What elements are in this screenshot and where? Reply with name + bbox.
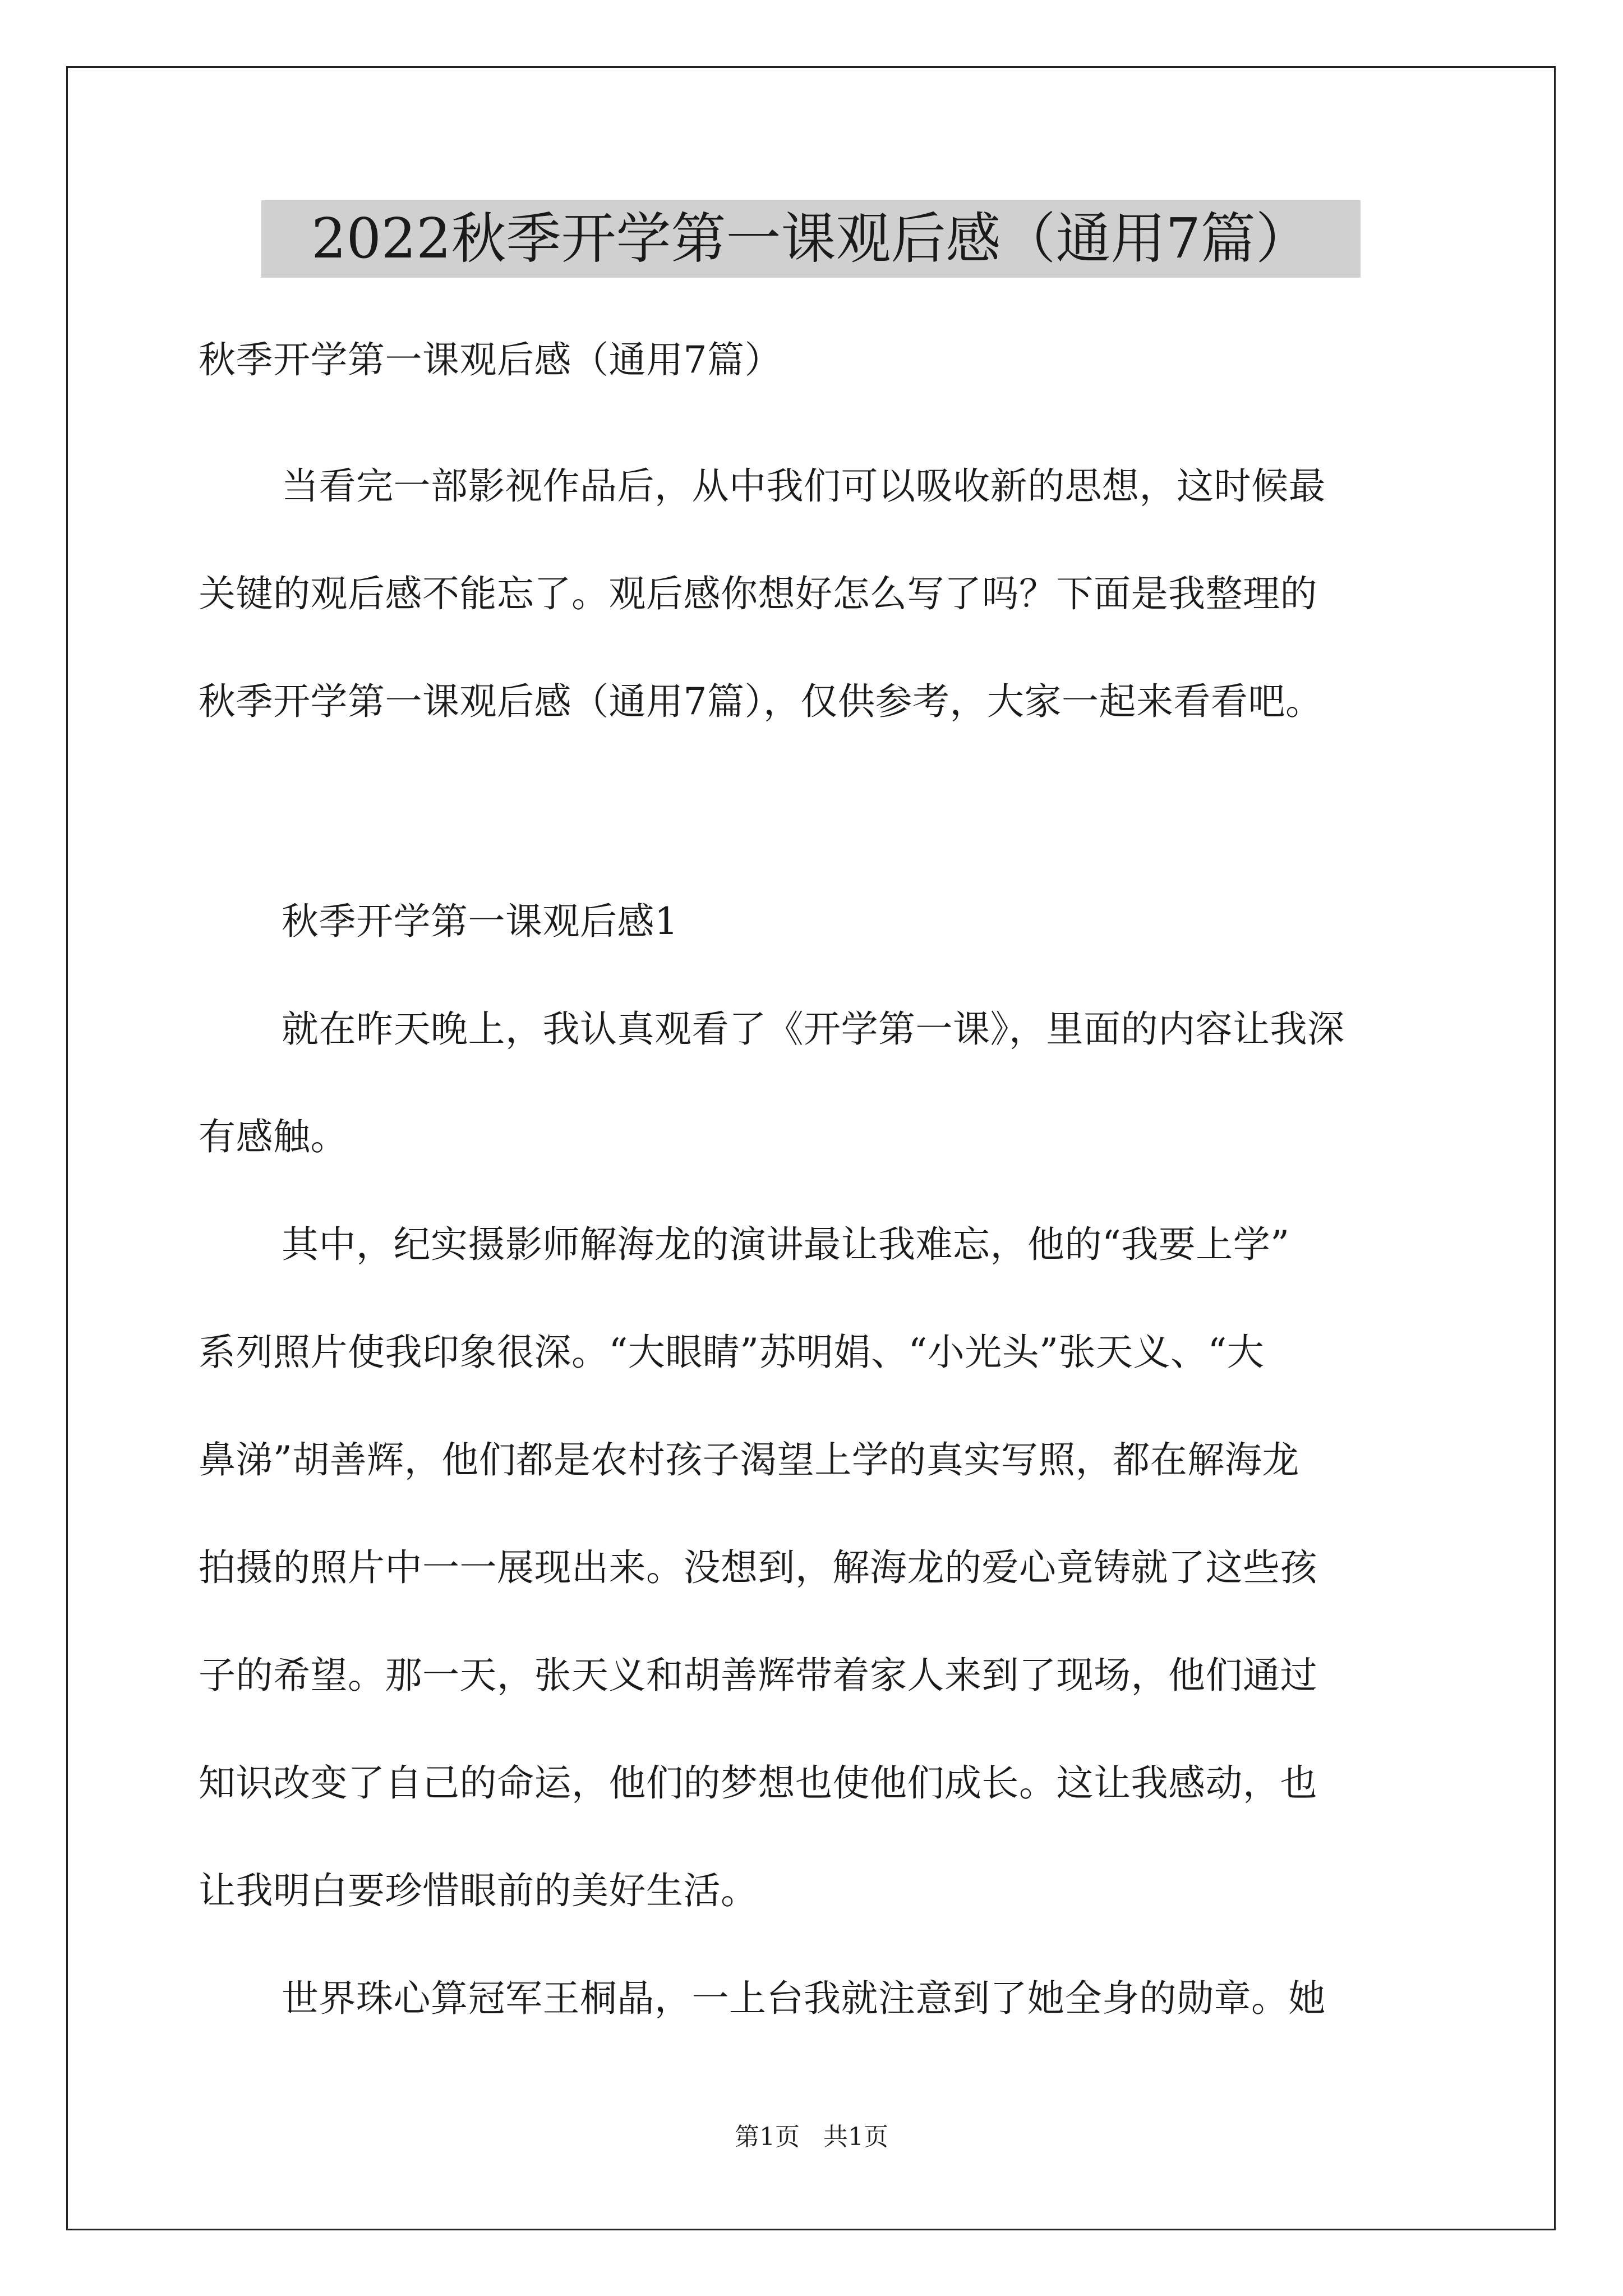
page-footer: 第1页 共1页 bbox=[735, 2123, 888, 2151]
document-title: 2022秋季开学第一课观后感（通用7篇） bbox=[261, 200, 1361, 278]
subtitle-line: 秋季开学第一课观后感（通用7篇） bbox=[199, 338, 782, 381]
body-paragraph-line: 系列照片使我印象很深。“大眼睛”苏明娟、“小光头”张天义、“大 bbox=[199, 1331, 1265, 1374]
body-paragraph-line: 世界珠心算冠军王桐晶，一上台我就注意到了她全身的勋章。她 bbox=[282, 1977, 1326, 2020]
intro-paragraph-line: 当看完一部影视作品后，从中我们可以吸收新的思想，这时候最 bbox=[282, 464, 1326, 508]
body-paragraph-line: 知识改变了自己的命运，他们的梦想也使他们成长。这让我感动，也 bbox=[199, 1761, 1317, 1805]
section-heading: 秋季开学第一课观后感1 bbox=[282, 900, 679, 943]
body-paragraph-line: 有感触。 bbox=[199, 1115, 348, 1158]
body-paragraph-line: 子的希望。那一天，张天义和胡善辉带着家人来到了现场，他们通过 bbox=[199, 1654, 1317, 1697]
body-paragraph-line: 让我明白要珍惜眼前的美好生活。 bbox=[199, 1869, 758, 1912]
body-paragraph-line: 拍摄的照片中一一展现出来。没想到，解海龙的爱心竟铸就了这些孩 bbox=[199, 1546, 1317, 1589]
body-paragraph-line: 鼻涕”胡善辉，他们都是农村孩子渴望上学的真实写照，都在解海龙 bbox=[199, 1438, 1299, 1481]
intro-paragraph-line: 秋季开学第一课观后感（通用7篇），仅供参考，大家一起来看看吧。 bbox=[199, 680, 1323, 723]
body-paragraph-line: 就在昨天晚上，我认真观看了《开学第一课》，里面的内容让我深 bbox=[282, 1007, 1345, 1051]
intro-paragraph-line: 关键的观后感不能忘了。观后感你想好怎么写了吗？下面是我整理的 bbox=[199, 572, 1317, 615]
body-paragraph-line: 其中，纪实摄影师解海龙的演讲最让我难忘，他的“我要上学” bbox=[282, 1223, 1290, 1266]
